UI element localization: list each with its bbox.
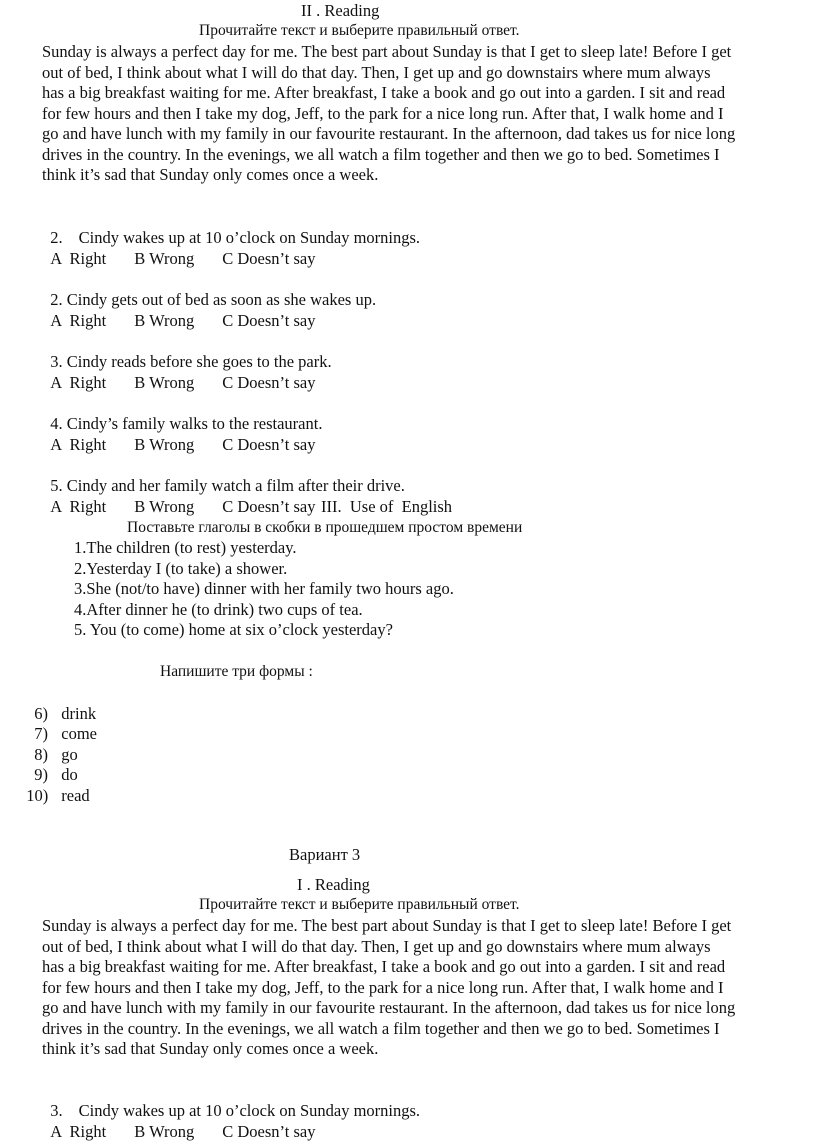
text-line: out of bed, I think about what I will do that day. Then, I get up and go downstairs where mum always	[42, 63, 802, 84]
question-text: Cindy’s family walks to the restaurant.	[67, 414, 323, 433]
question-number: 3.	[50, 352, 62, 371]
forms-instruction: Напишите три формы :	[160, 662, 313, 683]
answer-options	[42, 352, 315, 393]
forms-word: go	[61, 745, 78, 764]
option-b[interactable]: B Wrong	[134, 1122, 222, 1142]
text-line: drives in the country. In the evenings, we all watch a film together and then we go to bed. Sometimes I	[42, 1019, 802, 1040]
exercise-item: 2.Yesterday I (to take) a shower.	[74, 559, 287, 580]
forms-number: 7)	[34, 724, 61, 745]
question-text: Cindy wakes up at 10 o’clock on Sunday mornings.	[79, 1101, 420, 1120]
option-b[interactable]: B Wrong	[134, 311, 222, 332]
question-text: Cindy gets out of bed as soon as she wakes up.	[67, 290, 376, 309]
option-a[interactable]: A Right	[50, 373, 134, 394]
exercise-item: 1.The children (to rest) yesterday.	[74, 538, 297, 559]
section-title: II . Reading	[301, 1, 379, 22]
reading-text	[42, 916, 802, 1060]
option-a[interactable]: A Right	[50, 1122, 134, 1142]
option-c[interactable]: C Doesn’t say	[222, 373, 315, 394]
exercise-item: 3.She (not/to have) dinner with her family two hours ago.	[74, 579, 454, 600]
variant-title: Вариант 3	[289, 845, 360, 866]
question-number: 2.	[50, 290, 62, 309]
text-line: has a big breakfast waiting for me. After breakfast, I take a book and go out into a garden. I sit and read	[42, 957, 802, 978]
option-b[interactable]: B Wrong	[134, 497, 222, 518]
exercise-item: 4.After dinner he (to drink) two cups of tea.	[74, 600, 363, 621]
text-line: has a big breakfast waiting for me. After breakfast, I take a book and go out into a garden. I sit and read	[42, 83, 802, 104]
option-c[interactable]: C Doesn’t say	[222, 497, 315, 518]
option-a[interactable]: A Right	[50, 435, 134, 456]
question-number: 2.	[50, 228, 62, 247]
text-line: for few hours and then I take my dog, Jeff, to the park for a nice long run. After that, I walk home and I	[42, 104, 802, 125]
forms-number: 8)	[34, 745, 61, 766]
section-title: III. Use of English	[321, 497, 452, 518]
section-instruction: Прочитайте текст и выберите правильный ответ.	[199, 895, 520, 916]
option-c[interactable]: C Doesn’t say	[222, 435, 315, 456]
forms-word: do	[61, 765, 78, 784]
text-line: for few hours and then I take my dog, Jeff, to the park for a nice long run. After that, I walk home and I	[42, 978, 802, 999]
forms-number: 9)	[34, 765, 61, 786]
text-line: out of bed, I think about what I will do that day. Then, I get up and go downstairs where mum always	[42, 937, 802, 958]
answer-options	[42, 290, 315, 331]
forms-word: read	[61, 786, 89, 805]
option-c[interactable]: C Doesn’t say	[222, 311, 315, 332]
question-number: 4.	[50, 414, 62, 433]
answer-options	[42, 228, 315, 269]
text-line: drives in the country. In the evenings, we all watch a film together and then we go to bed. Sometimes I	[42, 145, 802, 166]
option-a[interactable]: A Right	[50, 497, 134, 518]
option-b[interactable]: B Wrong	[134, 249, 222, 270]
option-c[interactable]: C Doesn’t say	[222, 1122, 315, 1142]
forms-item	[18, 765, 90, 806]
option-b[interactable]: B Wrong	[134, 373, 222, 394]
option-a[interactable]: A Right	[50, 249, 134, 270]
forms-word: come	[61, 724, 97, 743]
section-instruction: Прочитайте текст и выберите правильный ответ.	[199, 21, 520, 42]
text-line: Sunday is always a perfect day for me. The best part about Sunday is that I get to sleep late! Before I get	[42, 916, 802, 937]
question-text: Cindy wakes up at 10 o’clock on Sunday mornings.	[79, 228, 420, 247]
section-instruction: Поставьте глаголы в скобки в прошедшем простом времени	[127, 518, 522, 539]
option-b[interactable]: B Wrong	[134, 435, 222, 456]
reading-text	[42, 42, 802, 186]
exercise-item: 5. You (to come) home at six o’clock yesterday?	[74, 620, 393, 641]
question-number: 3.	[50, 1101, 62, 1120]
answer-options	[42, 476, 315, 517]
option-a[interactable]: A Right	[50, 311, 134, 332]
forms-number: 6)	[34, 704, 61, 725]
text-line: go and have lunch with my family in our favourite restaurant. In the afternoon, dad takes us for nice long	[42, 998, 802, 1019]
answer-options	[42, 414, 315, 455]
question-number: 5.	[50, 476, 62, 495]
question-text: Cindy and her family watch a film after their drive.	[67, 476, 405, 495]
text-line: think it’s sad that Sunday only comes once a week.	[42, 165, 802, 186]
option-c[interactable]: C Doesn’t say	[222, 249, 315, 270]
text-line: go and have lunch with my family in our favourite restaurant. In the afternoon, dad takes us for nice long	[42, 124, 802, 145]
text-line: Sunday is always a perfect day for me. The best part about Sunday is that I get to sleep late! Before I get	[42, 42, 802, 63]
forms-number: 10)	[26, 786, 61, 807]
section-title: I . Reading	[297, 875, 370, 896]
forms-word: drink	[61, 704, 96, 723]
text-line: think it’s sad that Sunday only comes once a week.	[42, 1039, 802, 1060]
question-text: Cindy reads before she goes to the park.	[67, 352, 332, 371]
